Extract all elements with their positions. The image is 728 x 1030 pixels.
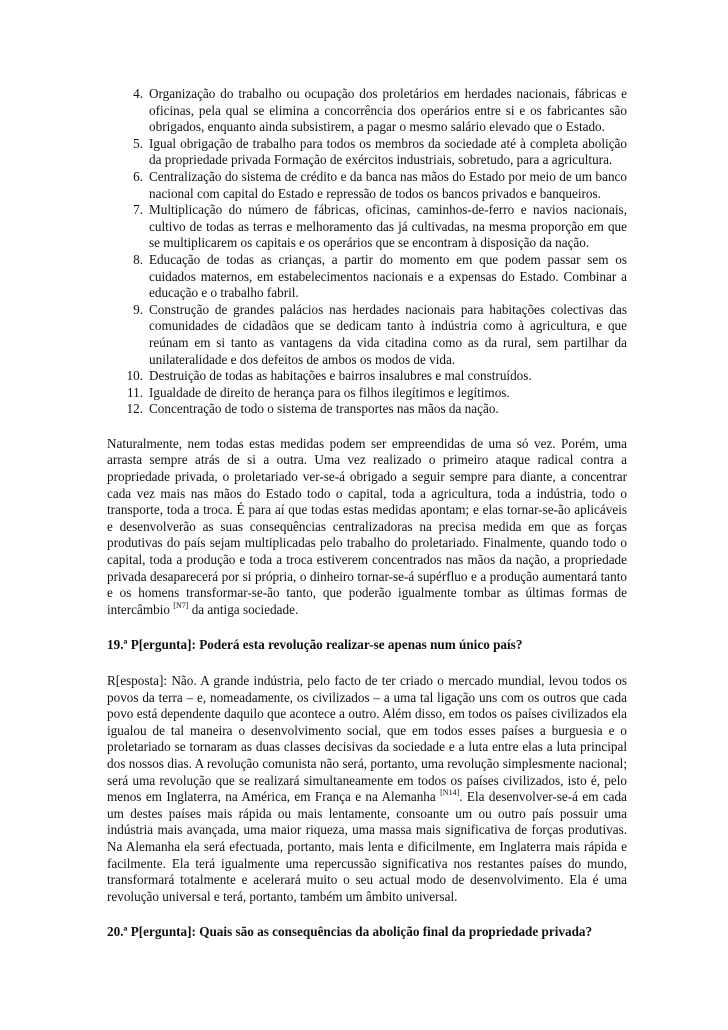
list-item-number: 6. bbox=[133, 168, 143, 184]
list-item-text: Igualdade de direito de herança para os filhos ilegítimos e legítimos. bbox=[149, 384, 510, 400]
list-item bbox=[107, 86, 627, 136]
list-item-text: Construção de grandes palácios nas herdades nacionais para habitações colectivas das comunidades de cidadãos que se dedicam tanto à indústria como à agricultura, e que reúnam em si tanto as vantagens da vida citadina como as da rural, sem partilhar da unilateralidade e dos defeitos de ambos os modos de vida. bbox=[149, 301, 627, 367]
list-item-number: 4. bbox=[133, 86, 143, 101]
paragraph-text: Naturalmente, nem todas estas medidas podem ser empreendidas de uma só vez. Porém, uma arrasta sempre atrás de si a outra. Uma vez realizado o primeiro ataque radical contra a propriedade privada, o proletariado ver-se-á obrigado a seguir sempre para diante, a concentrar cada vez mais nas mãos do Estado todo o capital, toda a agricultura, toda a indústria, todo o transporte, toda a troca. É para aí que todas estas medidas apontam; e elas tornar-se-ão aplicáveis e desenvolverão as suas consequências centralizadoras na precisa medida em que as forças produtivas do país sejam multiplicadas pelo trabalho do proletariado. Finalmente, quando todo o capital, toda a produção e toda a troca estiverem concentrados nas mãos da nação, a propriedade privada desaparecerá por si própria, o dinheiro tornar-se-á supérfluo e a produção aumentará tanto e os homens transformar-se-ão tanto, que poderão igualmente tombar as últimas formas de intercâmbio bbox=[107, 435, 627, 617]
list-item-number: 12. bbox=[126, 401, 143, 417]
list-item bbox=[107, 202, 627, 252]
list-item-number: 7. bbox=[133, 202, 143, 218]
list-item bbox=[107, 385, 627, 402]
list-item-number: 8. bbox=[133, 251, 143, 267]
question-19-heading: 19.ª P[ergunta]: Poderá esta revolução realizar-se apenas num único país? bbox=[107, 637, 523, 653]
list-item-number: 5. bbox=[133, 135, 143, 151]
document-page bbox=[107, 86, 627, 941]
measures-list bbox=[107, 86, 627, 418]
answer-19-paragraph bbox=[107, 673, 627, 905]
footnote-ref-n14[interactable]: [N14] bbox=[440, 788, 460, 798]
paragraph-text-end: da antiga sociedade. bbox=[188, 601, 299, 617]
footnote-ref-n7[interactable]: [N7] bbox=[173, 600, 189, 610]
body-paragraph bbox=[107, 436, 627, 619]
list-item-number: 11. bbox=[127, 384, 143, 400]
list-item-text: Multiplicação do número de fábricas, oficinas, caminhos-de-ferro e navios nacionais, cultivo de todas as terras e melhoramento das já cultivadas, na mesma proporção em que se multiplicarem os capitais e os operários que se encontram à disposição da nação. bbox=[149, 202, 627, 251]
list-item-text: Centralização do sistema de crédito e da banca nas mãos do Estado por meio de um banco nacional com capital do Estado e repressão de todos os bancos privados e banqueiros. bbox=[149, 168, 627, 201]
list-item bbox=[107, 368, 627, 385]
answer-text: R[esposta]: Não. A grande indústria, pelo facto de ter criado o mercado mundial, levou todos os povos da terra – e, nomeadamente, os civilizados – a uma tal ligação uns com os outros que cada povo está dependente daquilo que acontece a outro. Além disso, em todos os países civilizados ela igualou de tal maneira o desenvolvimento social, que em todos esses países a burguesia e o proletariado se tornaram as duas classes decisivas da sociedade e a luta entre elas a luta principal dos nossos dias. A revolução comunista não será, portanto, uma revolução simplesmente nacional; será uma revolução que se realizará simultaneamente em todos os países civilizados, isto é, pelo menos em Inglaterra, na América, em França e na Alemanha bbox=[107, 673, 627, 805]
list-item bbox=[107, 252, 627, 302]
list-item bbox=[107, 401, 627, 418]
list-item-text: Concentração de todo o sistema de transportes nas mãos da nação. bbox=[149, 401, 499, 417]
answer-text-end: . Ela desenvolver-se-á em cada um destes países mais rápida ou mais lentamente, consoante um ou outro país possuir uma indústria mais avançada, uma maior riqueza, uma massa mais significativa de forças produtivas. Na Alemanha ela será efectuada, portanto, mais lenta e dificilmente, em Inglaterra mais rápida e facilmente. Ela terá igualmente uma repercussão significativa nos restantes países do mundo, transformará totalmente e acelerará muito o seu actual modo de desenvolvimento. Ela é uma revolução universal e terá, portanto, também um âmbito universal. bbox=[107, 789, 627, 904]
list-item-number: 9. bbox=[133, 301, 143, 317]
question-20-heading: 20.ª P[ergunta]: Quais são as consequências da abolição final da propriedade privada? bbox=[107, 924, 593, 940]
list-item-text: Organização do trabalho ou ocupação dos proletários em herdades nacionais, fábricas e oficinas, pela qual se elimina a concorrência dos operários entre si e os fabricantes são obrigados, enquanto ainda subsistirem, a pagar o mesmo salário elevado que o Estado. bbox=[149, 86, 627, 135]
list-item-text: Igual obrigação de trabalho para todos os membros da sociedade até à completa abolição da propriedade privada Formação de exércitos industriais, sobretudo, para a agricultura. bbox=[149, 135, 627, 168]
list-item bbox=[107, 136, 627, 169]
list-item-text: Destruição de todas as habitações e bairros insalubres e mal construídos. bbox=[149, 368, 532, 384]
list-item-text: Educação de todas as crianças, a partir do momento em que podem passar sem os cuidados maternos, em estabelecimentos nacionais e a expensas do Estado. Combinar a educação e o trabalho fabril. bbox=[149, 251, 627, 301]
list-item bbox=[107, 302, 627, 368]
list-item bbox=[107, 169, 627, 202]
list-item-number: 10. bbox=[126, 368, 143, 384]
